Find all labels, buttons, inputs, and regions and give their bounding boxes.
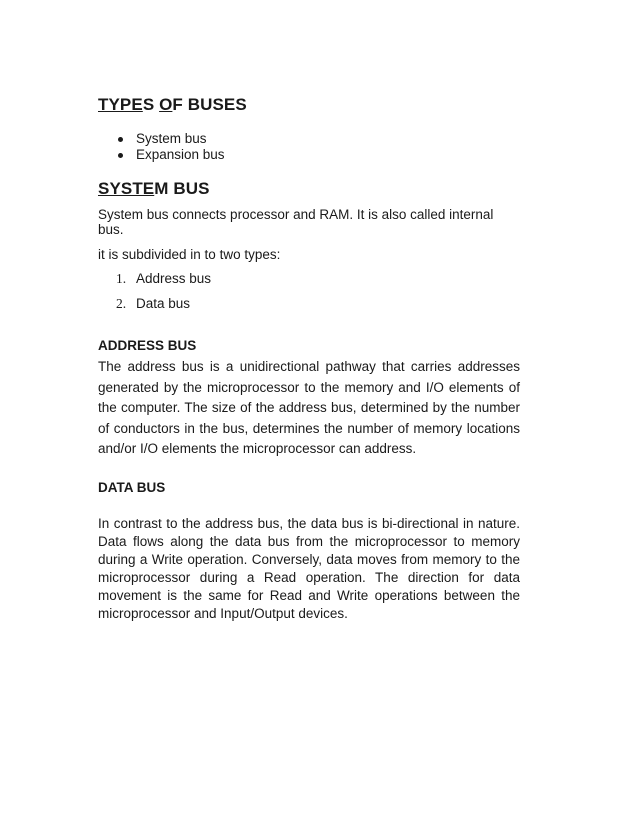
system-bus-types-list <box>98 266 520 316</box>
system-bus-description: System bus connects processor and RAM. It is also called internal bus. <box>98 207 494 237</box>
address-bus-heading: ADDRESS BUS <box>98 338 197 353</box>
list-number: 2. <box>116 296 127 311</box>
heading-underlined-part: SYSTE <box>98 179 155 198</box>
heading-underlined-part: TYPE <box>98 95 143 114</box>
list-item: Expansion bus <box>98 147 520 163</box>
system-bus-subdivision: it is subdivided in to two types: <box>98 247 281 262</box>
list-item <box>98 266 520 291</box>
address-bus-body: The address bus is a unidirectional pathway that carries addresses generated by the microprocessor to the memory and I/O elements of the computer. The size of the address bus, determined by the number of conductors in the bus, determines the number of memory locations and/or I/O elements the microprocessor can address. <box>98 359 520 456</box>
heading-part: S <box>142 95 160 114</box>
heading-underlined-part: O <box>159 95 173 114</box>
bus-types-list <box>98 131 520 163</box>
list-label: Data bus <box>136 296 191 311</box>
heading-part: F BUSES <box>172 95 247 114</box>
types-of-buses-heading <box>98 95 520 115</box>
system-bus-heading <box>98 179 520 199</box>
list-item <box>98 291 520 316</box>
list-item: System bus <box>98 131 520 147</box>
list-number: 1. <box>116 271 127 286</box>
data-bus-body: In contrast to the address bus, the data bus is bi-directional in nature. Data flows along the data bus from the microprocessor to memory during a Write operation. Conversely, data moves from memory to the microprocessor during a Read operation. The direction for data movement is the same for Read and Write operations between the microprocessor and Input/Output devices. <box>98 515 520 621</box>
data-bus-heading: DATA BUS <box>98 479 166 495</box>
document-page <box>98 92 520 623</box>
list-label: Address bus <box>136 271 212 286</box>
heading-part: M BUS <box>154 179 210 198</box>
